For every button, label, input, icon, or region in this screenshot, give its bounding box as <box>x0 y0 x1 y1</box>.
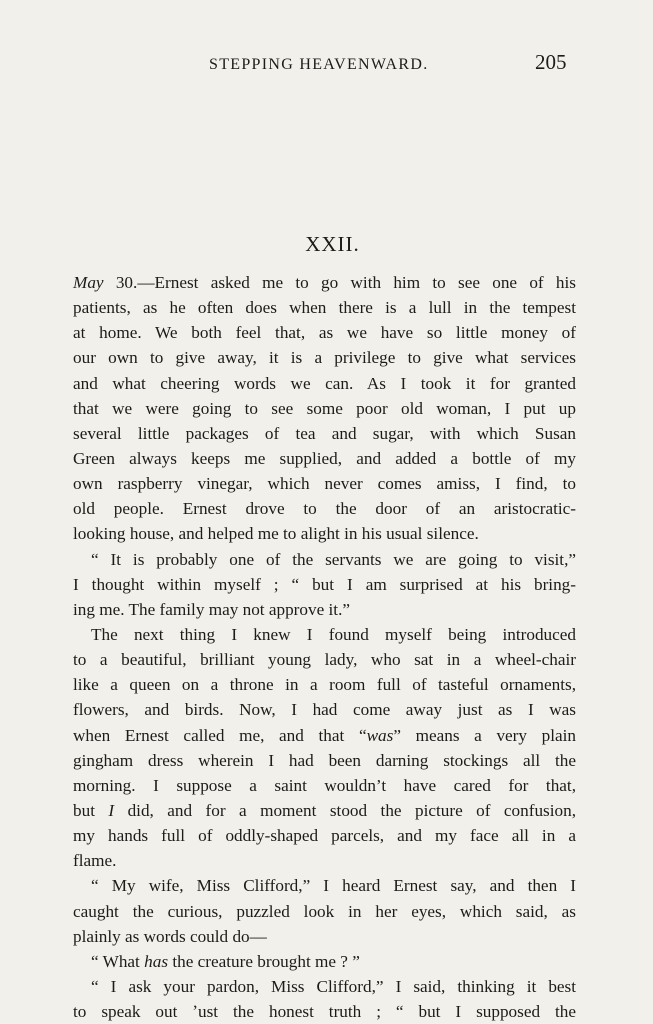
text-line: morning. I suppose a saint wouldn’t have cared for that, <box>73 775 576 795</box>
text-line: I thought within myself ; “ but I am surprised at his bring- <box>73 574 576 594</box>
text-line: and what cheering words we can. As I took it for granted <box>73 373 576 393</box>
text-segment: “ What <box>91 951 145 971</box>
text-line: The next thing I knew I found myself being introduced <box>91 624 576 644</box>
text-line: “ My wife, Miss Clifford,” I heard Ernest say, and then I <box>91 876 576 896</box>
text-line <box>73 949 576 974</box>
text-line: own raspberry vinegar, which never comes amiss, I find, to <box>73 474 576 494</box>
text-line: my hands full of oddly-shaped parcels, and my face all in a <box>73 826 576 846</box>
text-segment: did, and for a moment stood the picture of confusion, <box>114 800 576 820</box>
text-line: looking house, and helped me to alight in his usual silence. <box>73 524 479 544</box>
text-segment: the creature brought me ? ” <box>168 951 360 971</box>
text-line: like a queen on a throne in a room full of tasteful ornaments, <box>73 675 576 695</box>
text-line: patients, as he often does when there is a lull in the tempest <box>73 298 576 318</box>
text-segment: ” means a very plain <box>393 725 576 745</box>
text-segment: 30.—Ernest asked me to go with him to see one of his <box>103 273 576 292</box>
text-line <box>73 798 576 823</box>
text-line: plainly as words could do— <box>73 926 267 946</box>
text-line: to speak out ʼust the honest truth ; “ but I supposed the <box>73 1002 576 1022</box>
text-line: Green always keeps me supplied, and added a bottle of my <box>73 448 576 468</box>
text-line <box>73 270 576 295</box>
date-label: May <box>73 273 104 292</box>
text-line: that we were going to see some poor old woman, I put up <box>73 398 576 418</box>
body-text <box>73 270 576 1024</box>
text-line <box>73 723 576 748</box>
text-line: “ I ask your pardon, Miss Clifford,” I said, thinking it best <box>91 976 576 996</box>
text-line: at home. We both feel that, as we have so little money of <box>73 323 576 343</box>
chapter-heading: XXII. <box>305 232 360 256</box>
emphasis-was: was <box>366 725 394 745</box>
text-line: to a beautiful, brilliant young lady, who sat in a wheel-chair <box>73 650 576 670</box>
text-line: ing me. The family may not approve it.” <box>73 599 350 619</box>
running-head <box>0 50 653 76</box>
text-segment: when Ernest called me, and that “ <box>73 725 367 745</box>
page-number: 205 <box>535 50 567 74</box>
running-title: STEPPING HEAVENWARD. <box>209 56 429 73</box>
text-segment: but <box>73 800 109 820</box>
text-line: our own to give away, it is a privilege to give what services <box>73 348 576 368</box>
text-line: flowers, and birds. Now, I had come away just as I was <box>73 700 576 720</box>
emphasis-i: I <box>108 800 115 820</box>
emphasis-has: has <box>144 951 169 971</box>
text-line: flame. <box>73 851 117 871</box>
text-line: gingham dress wherein I had been darning stockings all the <box>73 750 576 770</box>
text-line: caught the curious, puzzled look in her eyes, which said, as <box>73 901 576 921</box>
text-line: old people. Ernest drove to the door of an aristocratic- <box>73 499 576 519</box>
text-line: “ It is probably one of the servants we are going to visit,” <box>91 549 576 569</box>
text-line: several little packages of tea and sugar, with which Susan <box>73 423 576 443</box>
